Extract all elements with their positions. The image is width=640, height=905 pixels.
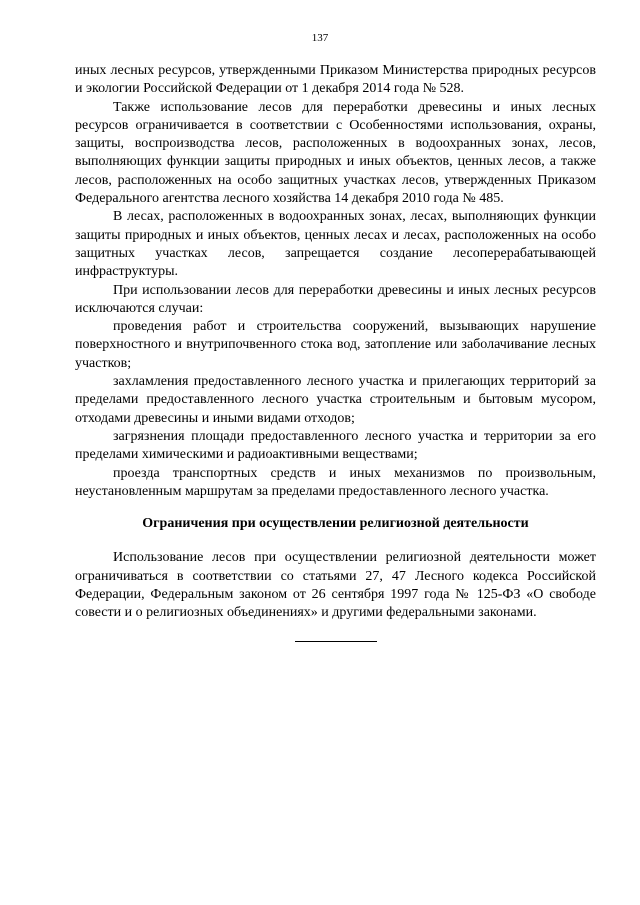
paragraph-excluded-cases-intro: При использовании лесов для переработки древесины и иных лесных ресурсов исключаются случаи: (75, 282, 596, 316)
document-body (75, 62, 596, 642)
end-divider (295, 641, 377, 642)
paragraph-religious-use: Использование лесов при осуществлении религиозной деятельности может ограничиваться в соответствии со статьями 27, 47 Лесного кодекса Российской Федерации, Федеральным законом от 26 сентября 1997 года № 125-ФЗ «О свободе совести и о религиозных объединениях» и другими федеральными законами. (75, 550, 596, 621)
paragraph-order-528-continuation: иных лесных ресурсов, утвержденными Приказом Министерства природных ресурсов и экологии Российской Федерации от 1 декабря 2014 года № 528. (75, 63, 596, 97)
paragraph-infrastructure-ban: В лесах, расположенных в водоохранных зонах, лесах, выполняющих функции защиты природных и иных объектов, ценных лесах и лесах, расположенных на особо защитных участках лесов, запрещается создание лесоперерабатывающей инфраструктуры. (75, 209, 596, 280)
list-item-vehicle-passage: проезда транспортных средств и иных механизмов по произвольным, неустановленным маршрутам за пределами предоставленного лесного участка. (75, 465, 596, 499)
section-heading: Ограничения при осуществлении религиозной деятельности (142, 516, 529, 532)
list-item-littering: захламления предоставленного лесного участка и прилегающих территорий за пределами предоставленного лесного участка строительным и бытовым мусором, отходами древесины и иными видами отходов; (75, 374, 596, 426)
list-item-construction-works: проведения работ и строительства сооружений, вызывающих нарушение поверхностного и внутрипочвенного стока вод, затопление или заболачивание лесных участков; (75, 319, 596, 371)
list-item-pollution: загрязнения площади предоставленного лесного участка и территории за его пределами химическими и радиоактивными веществами; (75, 428, 596, 463)
page-number: 137 (311, 32, 329, 44)
paragraph-order-485: Также использование лесов для переработки древесины и иных лесных ресурсов ограничивается в соответствии с Особенностями использования, охраны, защиты, воспроизводства лесов, расположенных в водоохранных зонах, лесов, выполняющих функции защиты природных и иных объектов, ценных лесов, а также лесов, расположенных на особо защитных участках лесов, утвержденных Приказом Федерального агентства лесного хозяйства 14 декабря 2010 года № 485. (75, 99, 596, 207)
